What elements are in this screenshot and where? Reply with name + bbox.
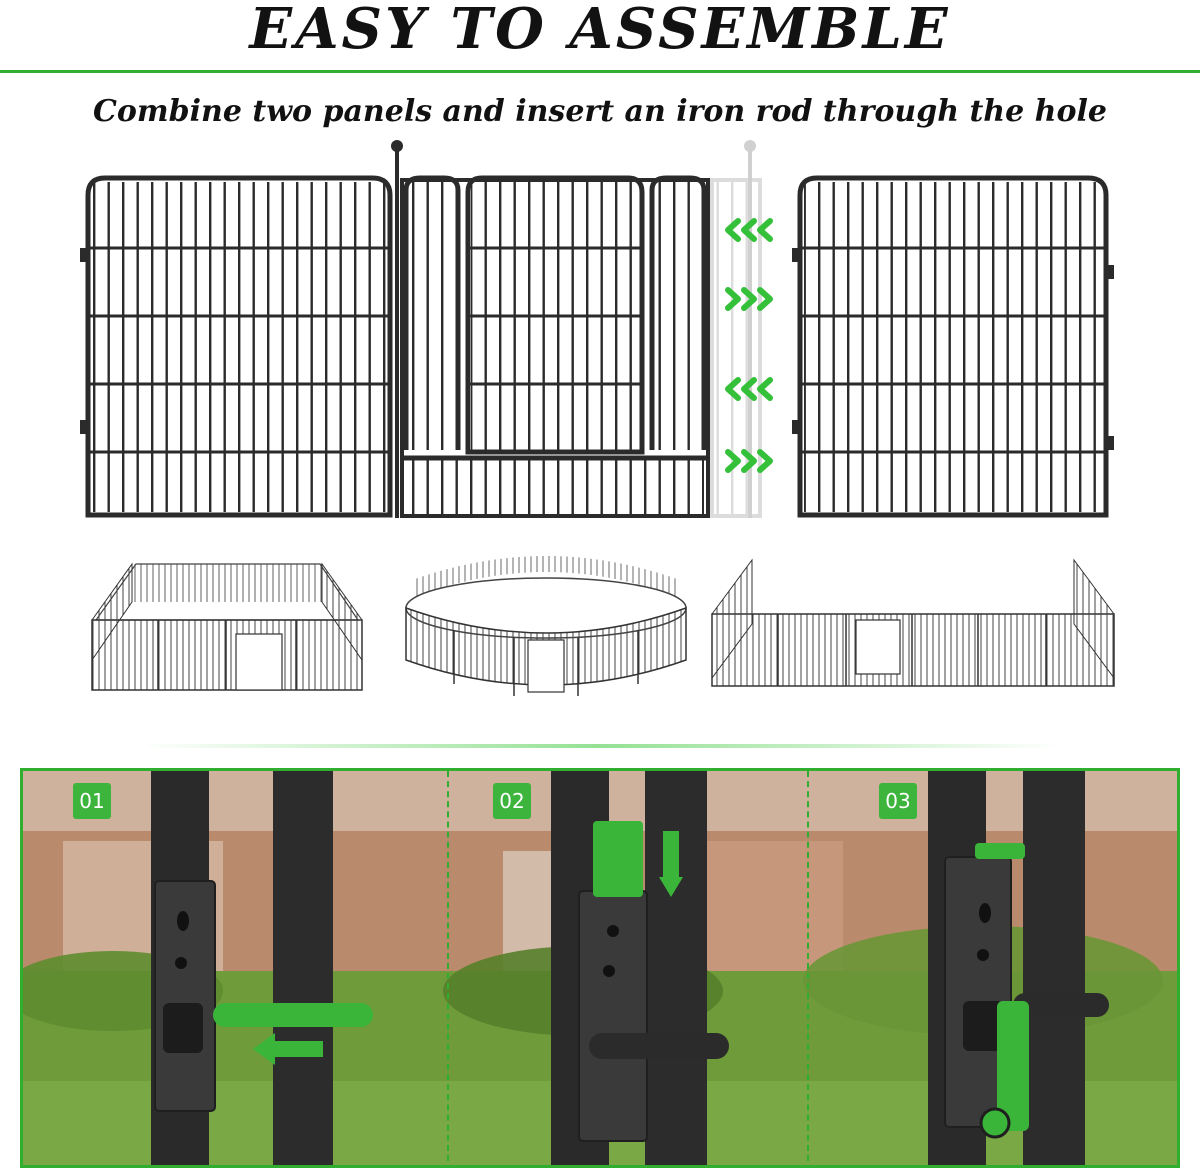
fence-assembly-illustration [0,130,1200,530]
section-divider [140,744,1060,748]
door-fence-panel [402,178,708,516]
garden-background [23,771,1180,1168]
step-badge-02: 02 [493,783,531,819]
right-fence-panel [792,178,1114,515]
square-layout-illustration [92,564,362,690]
page-title: EASY TO ASSEMBLE [249,0,951,62]
step-divider-1 [447,771,449,1168]
page-subtitle: Combine two panels and insert an iron rod through the hole [93,94,1107,129]
straight-layout-illustration [712,560,1114,686]
circle-layout-illustration [406,556,686,696]
title-underline [0,70,1200,73]
configuration-examples [0,550,1200,710]
step-badge-03: 03 [879,783,917,819]
left-fence-panel [80,178,390,515]
step2-fence-posts [551,771,729,1168]
assembly-steps-panel [20,768,1180,1168]
step-divider-2 [807,771,809,1168]
step-badge-01: 01 [73,783,111,819]
